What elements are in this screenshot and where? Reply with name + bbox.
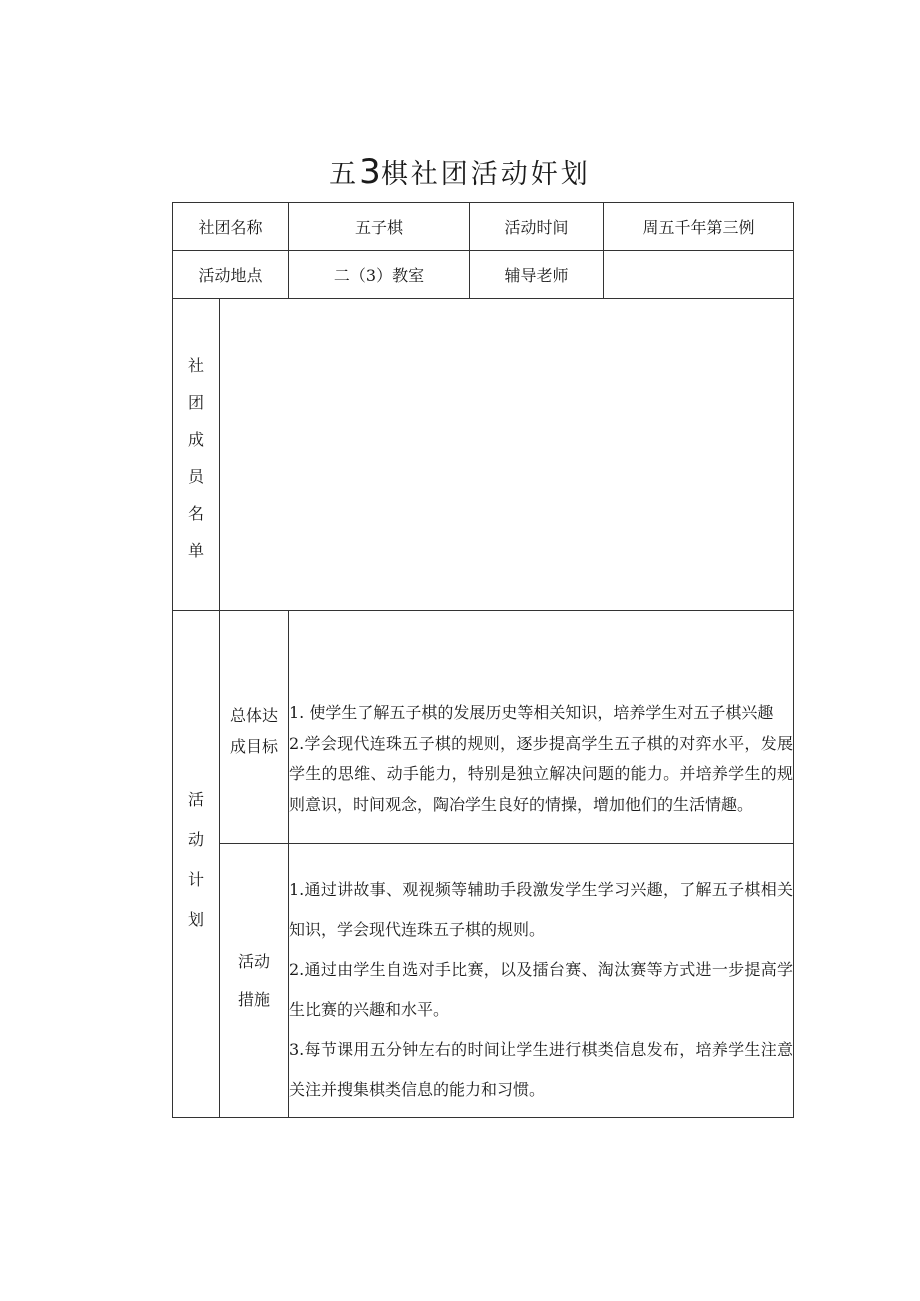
activity-place-value: 二（3）教室 <box>333 266 425 285</box>
activity-time-label: 活动时间 <box>504 218 569 237</box>
activity-time-value: 周五千年第三例 <box>642 218 755 237</box>
club-name-label: 社团名称 <box>198 218 263 237</box>
members-label-char: 社 <box>187 356 204 375</box>
plan-label-char: 动 <box>187 830 204 849</box>
members-label-char: 单 <box>187 541 204 560</box>
measure-item: 2.通过由学生自选对手比赛，以及擂台赛、淘汰赛等方式进一步提高学生比赛的兴趣和水平。 <box>289 960 793 1019</box>
club-name-value: 五子棋 <box>354 218 403 237</box>
plan-label-char: 活 <box>187 790 204 809</box>
members-label-char: 员 <box>187 467 204 486</box>
plan-label-char: 计 <box>187 870 204 889</box>
members-label-char: 名 <box>187 504 204 523</box>
members-label-char: 团 <box>187 393 204 412</box>
goal-label <box>220 698 288 764</box>
measures-text <box>289 870 793 1110</box>
title-part-3: 棋社团活动奸划 <box>380 159 591 190</box>
measure-item: 1.通过讲故事、观视频等辅助手段激发学生学习兴趣，了解五子棋相关知识，学会现代连珠五子棋的规则。 <box>289 880 793 939</box>
title-part-2: 3 <box>359 152 381 192</box>
members-label <box>173 328 219 588</box>
teacher-value <box>604 251 793 298</box>
members-label-char: 成 <box>187 430 204 449</box>
activity-place-label: 活动地点 <box>198 266 263 285</box>
goal-item: 1. 使学生了解五子棋的发展历史等相关知识，培养学生对五子棋兴趣 <box>289 703 774 722</box>
measures-label-line: 措施 <box>237 990 270 1009</box>
teacher-label: 辅导老师 <box>504 266 569 285</box>
goal-label-line: 成目标 <box>229 737 278 756</box>
goal-label-line: 总体达 <box>229 706 278 725</box>
goal-item: 2.学会现代连珠五子棋的规则，逐步提高学生五子棋的对弈水平，发展学生的思维、动手能力，特别是独立解决问题的能力。并培养学生的规则意识，时间观念，陶冶学生良好的情操，增加他们的生活情趣。 <box>289 733 793 814</box>
members-list <box>220 299 793 610</box>
goal-text <box>289 698 793 820</box>
measure-item: 3.每节课用五分钟左右的时间让学生进行棋类信息发布，培养学生注意关注并搜集棋类信息的能力和习惯。 <box>289 1040 793 1099</box>
plan-label <box>173 760 219 960</box>
title-part-1: 五 <box>329 159 360 190</box>
measures-label <box>220 946 288 1016</box>
measures-label-line: 活动 <box>237 952 270 971</box>
plan-label-char: 划 <box>187 910 204 929</box>
